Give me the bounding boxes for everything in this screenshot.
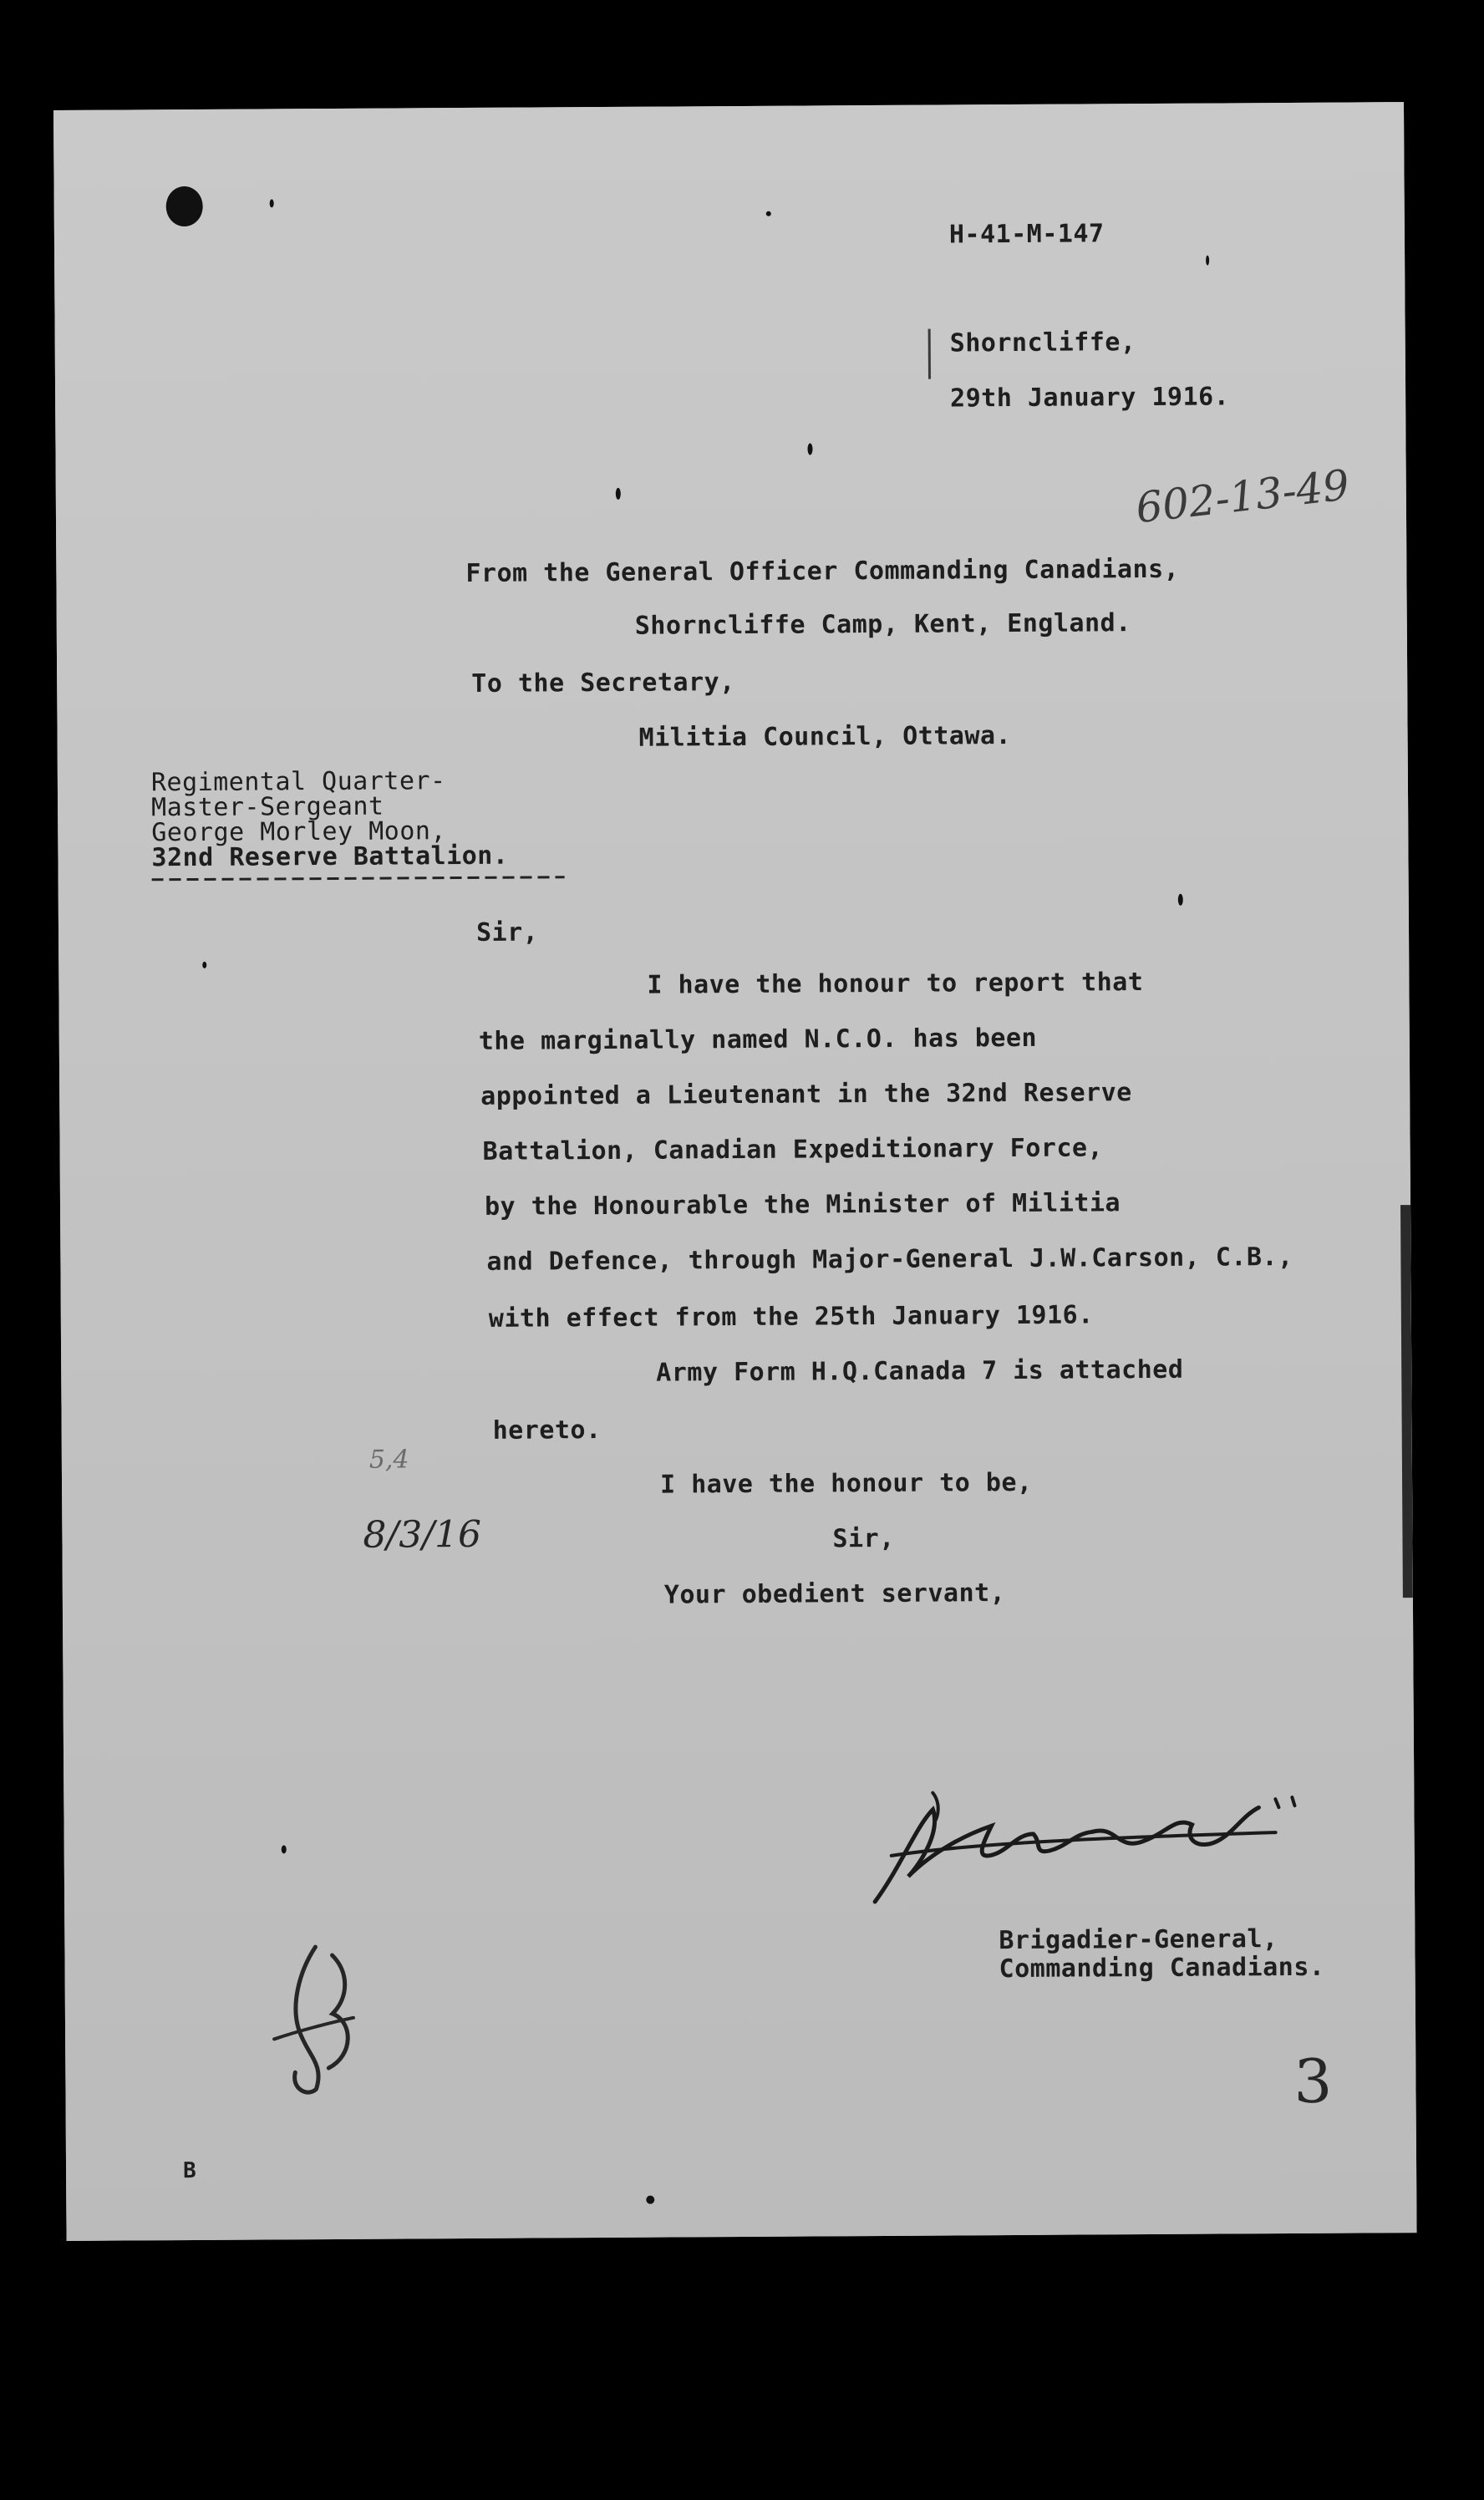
- margin-line: George Morley Moon,: [151, 816, 447, 848]
- signatory-line: Commanding Canadians.: [999, 1952, 1325, 1984]
- body-line: I have the honour to report that: [647, 968, 1144, 1000]
- margin-line: Master-Sergeant: [150, 791, 384, 823]
- signature-scribble: [841, 1774, 1309, 1910]
- punch-hole-mark: [166, 186, 203, 226]
- speck: [646, 2196, 654, 2204]
- handwritten-small-note: 5,4: [368, 1445, 409, 1475]
- margin-line: Regimental Quarter-: [150, 766, 446, 798]
- attachment-line: hereto.: [492, 1415, 602, 1446]
- speck: [270, 199, 274, 207]
- closing-line: Your obedient servant,: [663, 1578, 1006, 1610]
- fold-line: [928, 329, 931, 379]
- salutation: Sir,: [475, 917, 539, 948]
- file-reference: H-41-M-147: [948, 219, 1105, 250]
- signature: [841, 1774, 1309, 1910]
- speck: [282, 1845, 287, 1853]
- speck: [807, 443, 812, 455]
- body-line: appointed a Lieutenant in the 32nd Reserve: [480, 1078, 1132, 1111]
- closing-line: I have the honour to be,: [659, 1467, 1033, 1500]
- to-line: To the Secretary,: [471, 668, 735, 699]
- body-line: and Defence, through Major-General J.W.Carson, C.B.,: [486, 1242, 1293, 1277]
- speck: [1206, 256, 1209, 266]
- page-letter: B: [182, 2158, 197, 2184]
- handwritten-file-number: 602-13-49: [1133, 460, 1352, 533]
- margin-line: 32nd Reserve Battalion.: [151, 841, 509, 873]
- speck: [1178, 894, 1183, 906]
- margin-underline: [152, 876, 565, 881]
- initials-scribble: [257, 1939, 366, 2106]
- to-address: Militia Council, Ottawa.: [638, 721, 1012, 753]
- handwritten-initials: [257, 1939, 366, 2106]
- speck: [202, 962, 206, 968]
- place-line: Shorncliffe,: [949, 328, 1136, 358]
- from-line: From the General Officer Commanding Canadians,: [465, 554, 1180, 588]
- page-number: 3: [1293, 2045, 1333, 2116]
- body-line: the marginally named N.C.O. has been: [478, 1023, 1038, 1056]
- speck: [616, 488, 621, 500]
- signatory-line: Brigadier-General,: [999, 1924, 1278, 1956]
- body-line: Battalion, Canadian Expeditionary Force,: [482, 1133, 1104, 1166]
- attachment-line: Army Form H.Q.Canada 7 is attached: [656, 1354, 1184, 1388]
- date-line: 29th January 1916.: [950, 382, 1230, 414]
- speck: [766, 211, 771, 216]
- body-line: by the Honourable the Minister of Militia: [484, 1188, 1121, 1222]
- body-line: with effect from the 25th January 1916.: [488, 1300, 1094, 1334]
- closing-line: Sir,: [832, 1523, 895, 1554]
- document-page: [53, 102, 1417, 2241]
- handwritten-date-note: 8/3/16: [363, 1512, 482, 1557]
- edge-shadow: [1400, 1205, 1413, 1598]
- from-address: Shorncliffe Camp, Kent, England.: [634, 608, 1131, 641]
